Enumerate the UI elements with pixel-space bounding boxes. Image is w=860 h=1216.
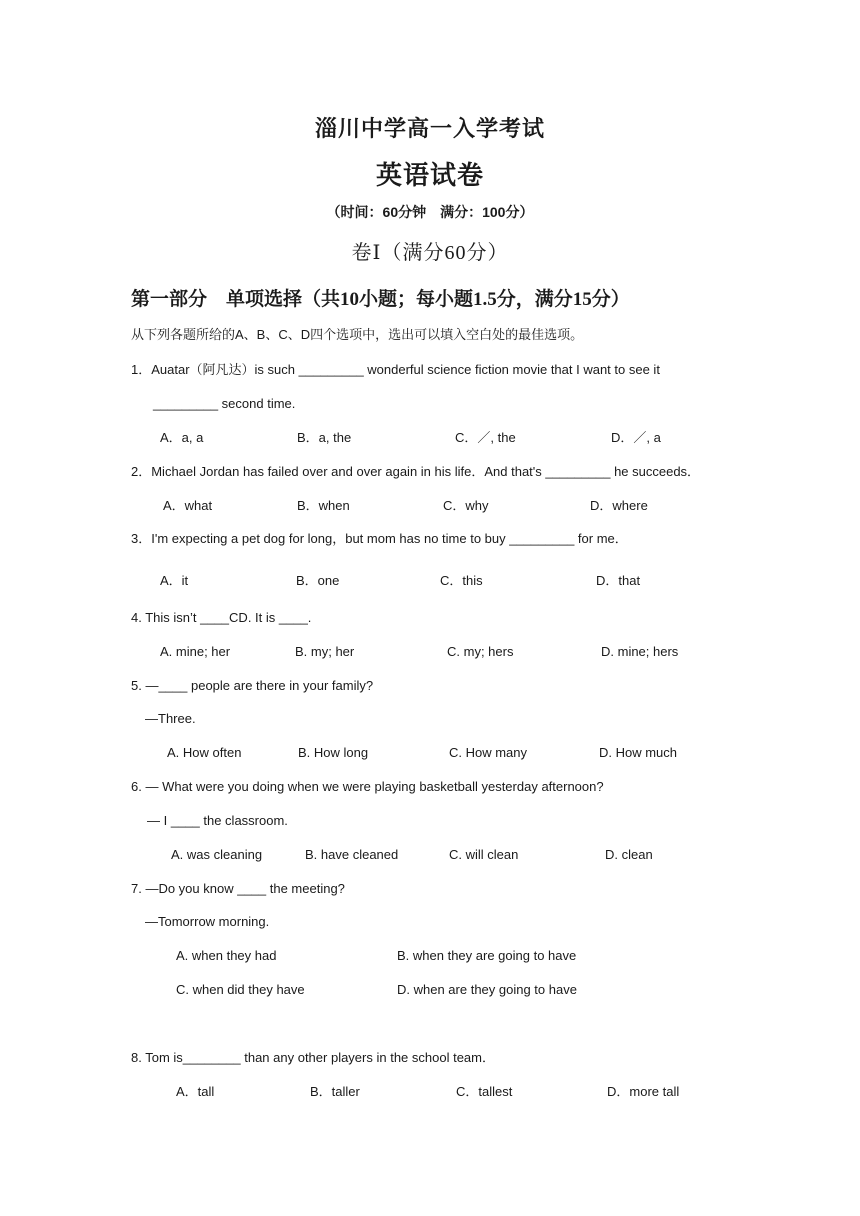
question-6-option-c: C. will clean	[449, 847, 519, 862]
question-3-option-c: C．this	[440, 573, 483, 588]
question-6-option-a: A. was cleaning	[171, 847, 263, 862]
question-4-option-a: A. mine; her	[160, 644, 231, 659]
question-3-stem: 3．I'm expecting a pet dog for long，but mom has no time to buy _________ for me．	[131, 531, 628, 546]
question-5-option-a: A. How often	[167, 745, 242, 760]
question-7-answer-line: —Tomorrow morning.	[145, 914, 270, 929]
question-8-option-d: D．more tall	[607, 1084, 680, 1099]
subject-title: 英语试卷	[375, 161, 484, 190]
question-2-option-b: B．when	[297, 498, 350, 513]
question-6-answer-line: — I ____ the classroom.	[147, 813, 288, 828]
section-instruction: 从下列各题所给的A、B、C、D四个选项中，选出可以填入空白处的最佳选项。	[131, 327, 584, 342]
question-2-option-d: D．where	[590, 498, 648, 513]
question-7-option-b: B. when they are going to have	[397, 948, 577, 963]
question-5-option-c: C. How many	[449, 745, 528, 760]
question-6-option-b: B. have cleaned	[305, 847, 399, 862]
question-3-option-b: B．one	[296, 573, 340, 588]
question-2-option-a: A．what	[163, 498, 213, 513]
question-5-option-d: D. How much	[599, 745, 678, 760]
question-1-option-b: B．a, the	[297, 430, 352, 445]
question-1-option-a: A．a, a	[160, 430, 204, 445]
question-1-option-d: D．／, a	[611, 430, 661, 445]
question-8-stem: 8. Tom is________ than any other players in the school team．	[131, 1050, 495, 1065]
question-5-answer-line: —Three.	[145, 711, 196, 726]
question-4-option-d: D. mine; hers	[601, 644, 679, 659]
question-4-stem: 4. This isn’t ____CD. It is ____.	[131, 610, 312, 625]
question-7-option-d: D. when are they going to have	[397, 982, 577, 997]
question-2-option-c: C．why	[443, 498, 489, 513]
volume-title: 卷Ⅰ（满分60分）	[351, 242, 509, 264]
question-8-option-b: B．taller	[310, 1084, 360, 1099]
question-8-option-a: A．tall	[176, 1084, 215, 1099]
exam-info: （时间：60分钟 满分：100分）	[326, 204, 534, 220]
question-3-option-d: D．that	[596, 573, 641, 588]
question-7-option-c: C. when did they have	[176, 982, 305, 997]
question-1-stem-cont: _________ second time.	[153, 396, 296, 411]
question-7-option-a: A. when they had	[176, 948, 277, 963]
question-5-option-b: B. How long	[298, 745, 369, 760]
question-3-option-a: A．it	[160, 573, 189, 588]
question-4-option-b: B. my; her	[295, 644, 355, 659]
question-7-stem: 7. —Do you know ____ the meeting?	[131, 881, 345, 896]
question-6-stem: 6. — What were you doing when we were playing basketball yesterday afternoon?	[131, 779, 604, 794]
school-title: 淄川中学高一入学考试	[314, 116, 545, 141]
question-1-option-c: C．／, the	[455, 430, 516, 445]
section-title: 第一部分 单项选择（共10小题；每小题1.5分，满分15分）	[131, 289, 630, 310]
question-5-stem: 5. —____ people are there in your family?	[131, 678, 374, 693]
question-2-stem: 2．Michael Jordan has failed over and over again in his life．And that's _________ he succeeds．	[131, 464, 701, 479]
question-8-option-c: C．tallest	[456, 1084, 513, 1099]
question-1-stem: 1．Auatar（阿凡达）is such _________ wonderful science fiction movie that I want to see it	[131, 362, 660, 377]
question-6-option-d: D. clean	[605, 847, 653, 862]
question-4-option-c: C. my; hers	[447, 644, 514, 659]
